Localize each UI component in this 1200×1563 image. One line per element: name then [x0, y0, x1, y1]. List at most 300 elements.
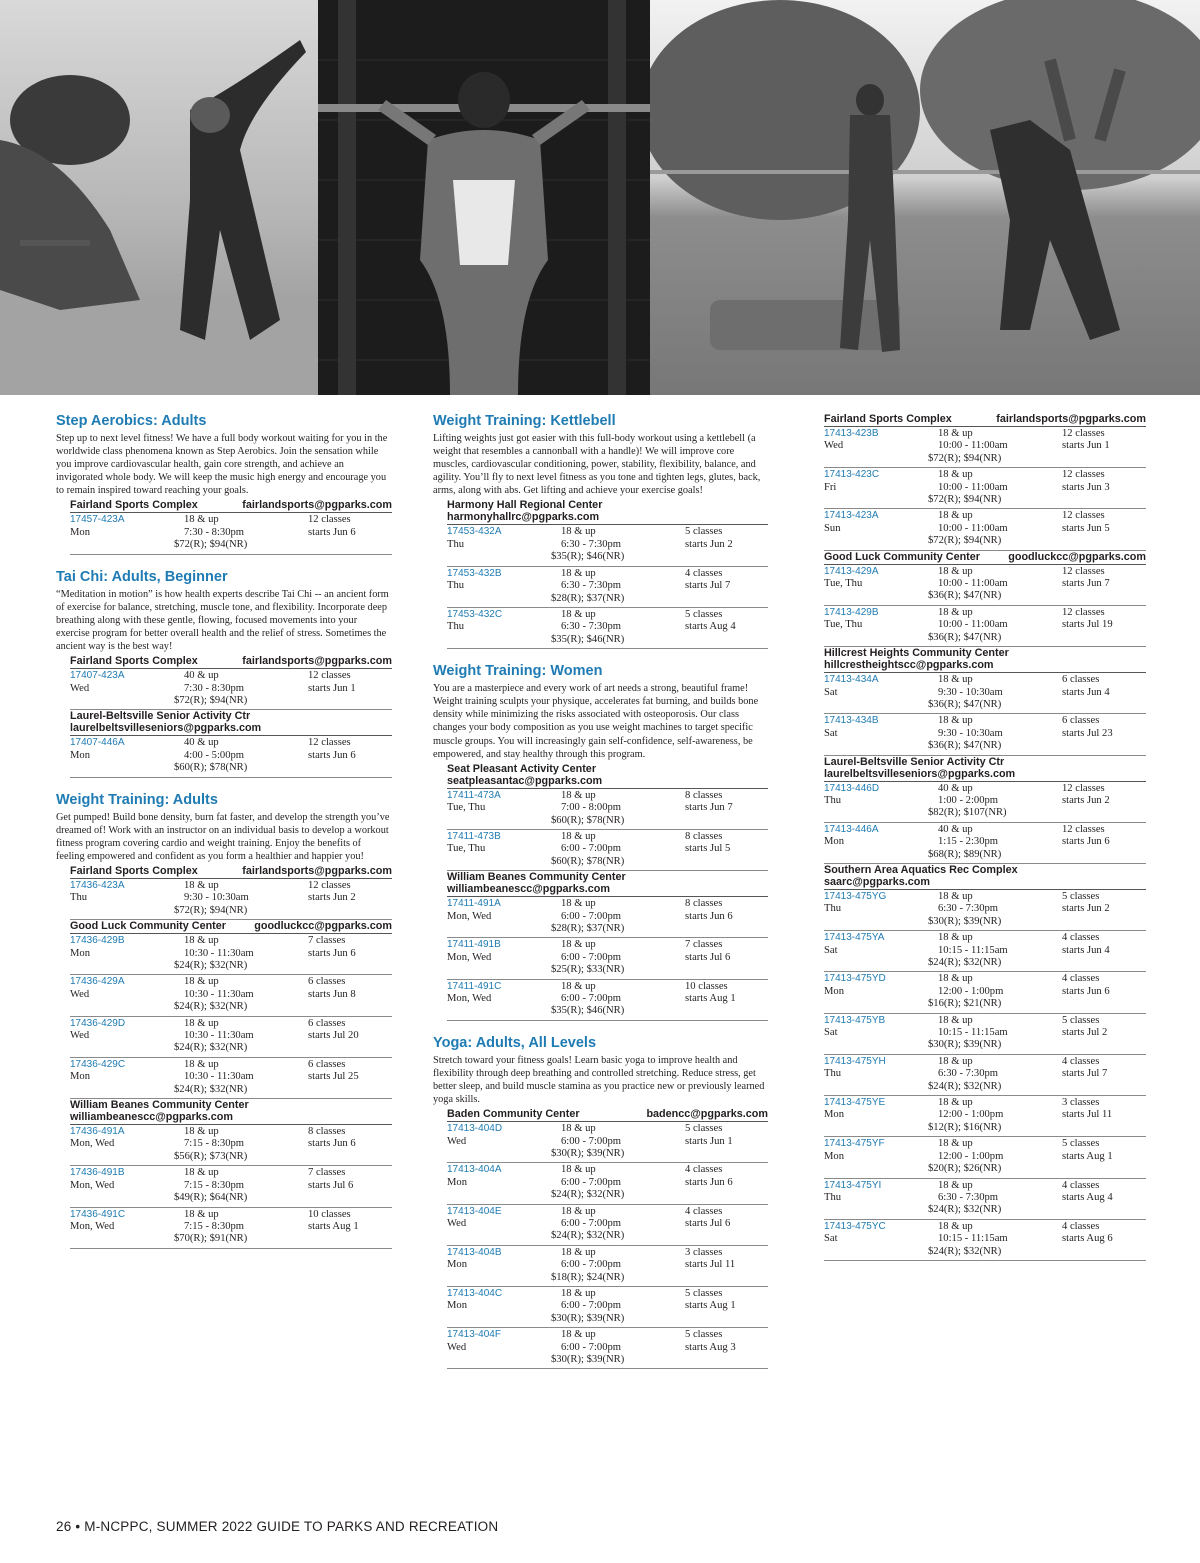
session-id-day: [447, 790, 561, 827]
session-fee: $72(R); $94(NR): [928, 494, 1002, 506]
session-classes-start: [308, 1018, 392, 1055]
session-id-day: [70, 1018, 184, 1055]
location-email[interactable]: williambeanescc@pgparks.com: [70, 1111, 233, 1124]
session-age: 18 & up: [184, 976, 219, 988]
session-time: 6:30 - 7:30pm: [561, 580, 622, 592]
course-code[interactable]: 17411-473A: [447, 789, 501, 801]
session-age: 18 & up: [938, 1220, 973, 1232]
session-classes: 12 classes: [1062, 823, 1105, 835]
session-days: Wed: [447, 1135, 467, 1147]
session-classes: 8 classes: [685, 830, 723, 842]
course-title: Weight Training: Women: [433, 663, 603, 680]
session-classes: 4 classes: [685, 1205, 723, 1217]
location-header: [447, 871, 768, 897]
location-block: [70, 920, 392, 1099]
location-email[interactable]: saarc@pgparks.com: [824, 875, 930, 888]
session-row: [447, 1328, 768, 1369]
location-email[interactable]: harmonyhallrc@pgparks.com: [447, 511, 600, 524]
session-id-day: [447, 568, 561, 605]
session-start: starts Jun 6: [1062, 836, 1110, 848]
photo-stretching-women: [0, 0, 318, 395]
session-fee: $25(R); $33(NR): [551, 964, 625, 976]
location-block: [447, 1108, 768, 1369]
course-code[interactable]: 17413-404F: [447, 1329, 501, 1341]
session-fee: $18(R); $24(NR): [551, 1271, 625, 1283]
location-email[interactable]: goodluckcc@pgparks.com: [254, 920, 392, 933]
session-age: 18 & up: [561, 1329, 596, 1341]
course-code[interactable]: 17407-423A: [70, 670, 125, 682]
session-classes-start: [308, 1126, 392, 1163]
session-fee: $35(R); $46(NR): [551, 1005, 625, 1017]
session-start: starts Jun 6: [685, 1176, 733, 1188]
session-start: starts Jul 6: [308, 1179, 354, 1191]
session-row: [447, 789, 768, 830]
session-time: 10:30 - 11:30am: [184, 1030, 254, 1042]
location-email[interactable]: hillcrestheightscc@pgparks.com: [824, 659, 994, 672]
photo-banner: [0, 0, 1200, 395]
course-code[interactable]: 17413-475YI: [824, 1179, 882, 1191]
session-classes-start: [685, 568, 768, 605]
location-name: Fairland Sports Complex: [824, 413, 952, 425]
session-time: 7:15 - 8:30pm: [184, 1179, 245, 1191]
session-days: Thu: [824, 794, 842, 806]
session-id-day: [824, 1015, 938, 1052]
session-row: [447, 1205, 768, 1246]
session-age-time-fee: [551, 1123, 685, 1160]
session-start: starts Jun 2: [1062, 903, 1110, 915]
session-age: 18 & up: [938, 1097, 973, 1109]
session-age-time-fee: [174, 1208, 308, 1246]
session-start: starts Jul 6: [685, 951, 731, 963]
session-row: [70, 1058, 392, 1099]
session-days: Tue, Thu: [824, 619, 863, 631]
location-block: [824, 413, 1146, 551]
session-time: 6:00 - 7:00pm: [561, 1218, 622, 1229]
session-start: starts Aug 1: [685, 1300, 736, 1312]
session-id-day: [824, 607, 938, 644]
session-time: 1:15 - 2:30pm: [938, 836, 999, 848]
course-code[interactable]: 17411-491C: [447, 980, 502, 992]
session-classes-start: [1062, 510, 1146, 547]
session-age: 18 & up: [938, 890, 973, 902]
location-header: [70, 920, 392, 934]
course-description: Get pumped! Build bone density, burn fat faster, and develop the strength you’ve dreamed of! Work with an instructor on an individual basis to develop a workout fitness program covering cardio and weight training. Enjoy the benefits of feeling empowered and confident as you form a healthier and happier you!: [56, 811, 390, 862]
session-classes-start: [685, 981, 768, 1018]
session-time: 6:30 - 7:30pm: [561, 621, 622, 633]
session-days: Wed: [70, 682, 90, 694]
session-fee: $24(R); $32(NR): [928, 957, 1002, 968]
session-start: starts Jun 2: [1062, 794, 1110, 806]
session-id-day: [824, 973, 938, 1010]
location-name: Hillcrest Heights Community Center: [824, 647, 1009, 660]
session-id-day: [824, 674, 938, 711]
session-fee: $20(R); $26(NR): [928, 1163, 1002, 1175]
course-code[interactable]: 17413-404D: [447, 1123, 503, 1135]
session-age-time-fee: [174, 935, 308, 972]
session-start: starts Jun 6: [308, 526, 356, 538]
session-time: 10:00 - 11:00am: [938, 578, 1008, 590]
location-email[interactable]: fairlandsports@pgparks.com: [242, 655, 392, 668]
session-start: starts Jul 25: [308, 1071, 359, 1083]
session-classes: 6 classes: [308, 976, 346, 988]
session-days: Mon: [447, 1176, 468, 1188]
course-title: Yoga: Adults, All Levels: [433, 1034, 597, 1051]
session-row: [824, 1096, 1146, 1137]
session-fee: $72(R); $94(NR): [928, 452, 1002, 464]
location-header: [70, 710, 392, 736]
session-age: 18 & up: [561, 789, 596, 801]
session-age-time-fee: [551, 1246, 685, 1284]
session-start: starts Aug 1: [1062, 1150, 1113, 1162]
session-age: 18 & up: [561, 1205, 596, 1217]
location-email[interactable]: fairlandsports@pgparks.com: [242, 864, 392, 877]
session-classes-start: [1062, 1056, 1146, 1093]
session-fee: $12(R); $16(NR): [928, 1121, 1002, 1133]
session-time: 12:00 - 1:00pm: [938, 1109, 1004, 1121]
course-code[interactable]: 17413-404C: [447, 1288, 503, 1300]
session-days: Mon: [70, 1071, 91, 1083]
course-code[interactable]: 17411-491A: [447, 898, 501, 910]
course-title: Tai Chi: Adults, Beginner: [56, 568, 228, 585]
course-code[interactable]: 17411-491B: [447, 939, 501, 951]
session-classes-start: [1062, 973, 1146, 1010]
session-age: 18 & up: [184, 935, 219, 947]
session-age-time-fee: [928, 674, 1062, 711]
session-age: 18 & up: [184, 879, 219, 891]
course-title: Step Aerobics: Adults: [56, 413, 207, 429]
course-code[interactable]: 17413-423C: [824, 469, 880, 481]
session-row: [824, 565, 1146, 606]
session-classes: 4 classes: [1062, 1179, 1100, 1191]
session-age: 18 & up: [184, 1058, 219, 1070]
session-start: starts Jun 6: [308, 947, 356, 959]
session-row: [447, 1246, 768, 1287]
session-id-day: [70, 670, 184, 707]
session-row: [824, 427, 1146, 468]
session-classes: 7 classes: [308, 935, 346, 947]
session-row: [824, 1137, 1146, 1178]
course-code[interactable]: 17413-434A: [824, 674, 879, 686]
session-days: Wed: [447, 1341, 467, 1353]
session-time: 4:00 - 5:00pm: [184, 749, 245, 761]
session-days: Mon, Wed: [447, 910, 492, 922]
course-code[interactable]: 17413-423A: [824, 510, 879, 522]
session-id-day: [447, 1329, 561, 1366]
column-2: [433, 413, 768, 1383]
session-classes-start: [685, 1206, 768, 1243]
session-time: 10:15 - 11:15am: [938, 944, 1008, 956]
session-classes: 4 classes: [685, 567, 723, 579]
session-classes: 5 classes: [685, 1123, 723, 1135]
session-classes: 7 classes: [685, 939, 723, 951]
session-age-time-fee: [928, 932, 1062, 969]
session-time: 6:00 - 7:00pm: [561, 951, 622, 963]
session-id-day: [824, 1221, 938, 1258]
session-age-time-fee: [174, 514, 308, 551]
course-code[interactable]: 17413-404B: [447, 1246, 502, 1258]
session-time: 6:00 - 7:00pm: [561, 1176, 622, 1188]
session-time: 10:15 - 11:15am: [938, 1233, 1008, 1245]
session-classes: 6 classes: [1062, 715, 1100, 727]
course-code[interactable]: 17436-429D: [70, 1017, 126, 1029]
course-code[interactable]: 17413-475YG: [824, 890, 887, 902]
session-row: [824, 1220, 1146, 1261]
session-row: [824, 931, 1146, 972]
session-row: [824, 1179, 1146, 1220]
session-classes-start: [685, 939, 768, 976]
course-code[interactable]: 17413-423B: [824, 428, 879, 439]
course-code[interactable]: 17436-429A: [70, 976, 125, 988]
session-days: Sun: [824, 522, 841, 534]
session-age: 18 & up: [561, 1288, 596, 1300]
course-code[interactable]: 17413-404A: [447, 1164, 502, 1176]
session-age: 18 & up: [938, 1014, 973, 1026]
session-start: starts Jul 5: [685, 843, 731, 855]
session-id-day: [824, 510, 938, 547]
session-fee: $24(R); $32(NR): [551, 1189, 625, 1201]
location-email[interactable]: seatpleasantac@pgparks.com: [447, 774, 603, 787]
session-time: 10:30 - 11:30am: [184, 1071, 254, 1083]
session-days: Sat: [824, 1233, 838, 1245]
location-email[interactable]: williambeanescc@pgparks.com: [447, 883, 610, 896]
session-age: 18 & up: [184, 1208, 219, 1220]
session-days: Tue, Thu: [447, 802, 486, 814]
session-age: 18 & up: [938, 469, 973, 481]
session-age: 40 & up: [184, 670, 219, 682]
session-days: Sat: [824, 686, 838, 698]
location-block: [824, 864, 1146, 1261]
session-id-day: [824, 1180, 938, 1217]
session-age-time-fee: [928, 1179, 1062, 1217]
session-classes-start: [685, 790, 768, 827]
session-classes-start: [685, 609, 768, 646]
session-fee: $72(R); $94(NR): [174, 539, 248, 551]
session-start: starts Jun 6: [308, 1138, 356, 1150]
session-fee: $36(R); $47(NR): [928, 590, 1002, 602]
session-days: Mon: [70, 526, 91, 538]
session-id-day: [824, 715, 938, 752]
session-time: 6:00 - 7:00pm: [561, 843, 622, 855]
course-code[interactable]: 17436-423A: [70, 879, 125, 891]
session-id-day: [70, 976, 184, 1013]
session-time: 7:15 - 8:30pm: [184, 1138, 245, 1150]
location-name: Fairland Sports Complex: [70, 499, 198, 512]
session-fee: $24(R); $32(NR): [928, 1245, 1002, 1257]
session-id-day: [824, 1138, 938, 1175]
course-code[interactable]: 17413-434B: [824, 715, 879, 727]
session-days: Tue, Thu: [447, 843, 486, 855]
session-classes-start: [1062, 783, 1146, 820]
course-code[interactable]: 17413-404E: [447, 1205, 502, 1217]
location-email[interactable]: laurelbeltsvilleseniors@pgparks.com: [70, 722, 262, 735]
location-block: [447, 499, 768, 649]
session-classes: 12 classes: [1062, 606, 1105, 618]
session-time: 10:00 - 11:00am: [938, 522, 1008, 534]
session-fee: $36(R); $47(NR): [928, 631, 1002, 643]
session-classes: 12 classes: [308, 879, 351, 891]
location-name: Laurel-Beltsville Senior Activity Ctr: [824, 755, 1005, 768]
session-days: Mon: [824, 836, 845, 848]
course-code[interactable]: 17453-432A: [447, 526, 502, 538]
session-classes: 5 classes: [685, 526, 723, 538]
session-start: starts Jun 1: [1062, 440, 1110, 452]
session-classes-start: [1062, 1138, 1146, 1175]
location-header: [447, 763, 768, 789]
session-age: 18 & up: [561, 1123, 596, 1135]
session-fee: $24(R); $32(NR): [174, 1001, 248, 1013]
session-age-time-fee: [174, 737, 308, 774]
session-time: 10:30 - 11:30am: [184, 947, 254, 959]
session-time: 6:30 - 7:30pm: [561, 538, 622, 550]
session-age-time-fee: [551, 830, 685, 868]
location-header: [70, 865, 392, 879]
session-days: Thu: [824, 903, 842, 915]
course-code[interactable]: 17453-432C: [447, 608, 503, 620]
session-days: Fri: [824, 481, 837, 493]
session-row: [447, 1287, 768, 1328]
session-id-day: [70, 1167, 184, 1204]
course-code[interactable]: 17413-475YH: [824, 1055, 886, 1067]
session-fee: $56(R); $73(NR): [174, 1150, 248, 1162]
session-classes-start: [1062, 566, 1146, 603]
session-age: 18 & up: [938, 674, 973, 686]
location-block: [447, 871, 768, 1021]
session-classes: 5 classes: [685, 1329, 723, 1341]
course-code[interactable]: 17413-475YA: [824, 932, 885, 944]
session-age: 18 & up: [561, 830, 596, 842]
session-row: [70, 513, 392, 554]
course-code[interactable]: 17436-429B: [70, 935, 125, 947]
session-id-day: [70, 1126, 184, 1163]
course-title: Weight Training: Kettlebell: [433, 413, 616, 429]
session-id-day: [447, 1123, 561, 1160]
session-age-time-fee: [174, 879, 308, 917]
session-age-time-fee: [928, 1055, 1062, 1093]
session-classes: 3 classes: [685, 1246, 723, 1258]
course-code[interactable]: 17436-491C: [70, 1208, 126, 1220]
session-age: 18 & up: [561, 980, 596, 992]
course-code[interactable]: 17436-429C: [70, 1058, 126, 1070]
session-days: Mon, Wed: [447, 951, 492, 963]
course-code[interactable]: 17413-446D: [824, 782, 880, 794]
session-age: 18 & up: [938, 606, 973, 618]
session-start: starts Jul 23: [1062, 727, 1113, 739]
session-row: [824, 673, 1146, 714]
session-days: Mon: [70, 749, 91, 761]
session-age: 18 & up: [938, 973, 973, 985]
session-classes-start: [1062, 1097, 1146, 1134]
location-email[interactable]: badencc@pgparks.com: [646, 1108, 768, 1121]
session-days: Thu: [447, 580, 465, 592]
session-time: 7:30 - 8:30pm: [184, 682, 245, 694]
location-email[interactable]: goodluckcc@pgparks.com: [1008, 550, 1146, 563]
session-start: starts Aug 4: [685, 621, 736, 633]
session-row: [447, 525, 768, 566]
session-fee: $28(R); $37(NR): [551, 592, 625, 604]
course-code[interactable]: 17413-475YD: [824, 973, 886, 985]
session-classes: 5 classes: [685, 608, 723, 620]
session-id-day: [70, 880, 184, 917]
location-name: Southern Area Aquatics Rec Complex: [824, 863, 1018, 876]
session-row: [824, 1014, 1146, 1055]
session-row: [70, 1125, 392, 1166]
session-days: Thu: [447, 538, 465, 550]
session-age: 40 & up: [938, 823, 973, 835]
session-age-time-fee: [928, 782, 1062, 820]
location-block: [824, 647, 1146, 755]
course-code[interactable]: 17411-473B: [447, 830, 501, 842]
course-section: [56, 413, 392, 555]
session-start: starts Jul 7: [1062, 1068, 1108, 1080]
course-code[interactable]: 17413-475YE: [824, 1097, 886, 1109]
session-days: Thu: [70, 892, 88, 904]
session-classes-start: [308, 670, 392, 707]
session-days: Wed: [447, 1218, 467, 1229]
course-description: Lifting weights just got easier with this full-body workout using a kettlebell (a weight that resembles a cannonball with a handle)! We will improve core muscles, cardiovascular conditioning, power, stability, flexibility, balance, and agility. You’ll fly to next level fitness as you tone and tighten legs, glutes, back, arms, along with abs. Get lifting and achieve your exercise goals!: [433, 433, 761, 497]
session-row: [824, 714, 1146, 755]
session-id-day: [447, 526, 561, 563]
session-classes-start: [685, 526, 768, 563]
session-fee: $24(R); $32(NR): [174, 960, 248, 971]
session-time: 10:00 - 11:00am: [938, 619, 1008, 631]
session-time: 6:00 - 7:00pm: [561, 1259, 622, 1271]
course-code[interactable]: 17436-491B: [70, 1167, 125, 1179]
session-start: starts Jun 6: [685, 910, 733, 922]
course-code[interactable]: 17453-432B: [447, 567, 502, 579]
location-email[interactable]: fairlandsports@pgparks.com: [996, 413, 1146, 425]
location-email[interactable]: fairlandsports@pgparks.com: [242, 499, 392, 512]
session-classes-start: [1062, 715, 1146, 752]
location-email[interactable]: laurelbeltsvilleseniors@pgparks.com: [824, 767, 1016, 780]
session-id-day: [447, 831, 561, 868]
session-classes-start: [685, 831, 768, 868]
course-section: [433, 663, 768, 1021]
session-id-day: [447, 898, 561, 935]
location-block: [70, 499, 392, 554]
session-age: 18 & up: [561, 898, 596, 910]
session-row: [824, 606, 1146, 647]
location-header: [70, 499, 392, 513]
course-description: Stretch toward your fitness goals! Learn basic yoga to improve health and flexibility through deep breathing and controlled stretching. Reduce stress, get better sleep, and build muscle stamina as you practice new or previously learned yoga skills.: [433, 1054, 765, 1106]
course-code[interactable]: 17413-429A: [824, 565, 879, 577]
session-age: 18 & up: [561, 567, 596, 579]
session-row: [70, 879, 392, 920]
session-classes-start: [685, 898, 768, 935]
session-classes-start: [685, 1247, 768, 1284]
session-classes: 12 classes: [1062, 510, 1105, 522]
course-code[interactable]: 17457-423A: [70, 514, 125, 526]
session-row: [70, 934, 392, 975]
session-age-time-fee: [551, 1288, 685, 1325]
course-code[interactable]: 17413-429B: [824, 606, 879, 618]
session-row: [824, 890, 1146, 931]
course-code[interactable]: 17413-475YC: [824, 1220, 886, 1232]
course-code[interactable]: 17407-446A: [70, 737, 125, 749]
course-code[interactable]: 17436-491A: [70, 1126, 125, 1138]
location-name: Harmony Hall Regional Center: [447, 499, 603, 512]
session-id-day: [447, 1247, 561, 1284]
session-start: starts Jul 11: [1062, 1109, 1113, 1121]
session-classes: 6 classes: [308, 1017, 346, 1029]
course-title: Weight Training: Adults: [56, 791, 218, 808]
session-age-time-fee: [928, 715, 1062, 752]
session-time: 10:00 - 11:00am: [938, 440, 1008, 452]
session-fee: $49(R); $64(NR): [174, 1192, 248, 1204]
course-code[interactable]: 17413-475YF: [824, 1138, 885, 1150]
course-code[interactable]: 17413-475YB: [824, 1014, 886, 1026]
session-id-day: [447, 609, 561, 646]
course-code[interactable]: 17413-446A: [824, 823, 879, 835]
